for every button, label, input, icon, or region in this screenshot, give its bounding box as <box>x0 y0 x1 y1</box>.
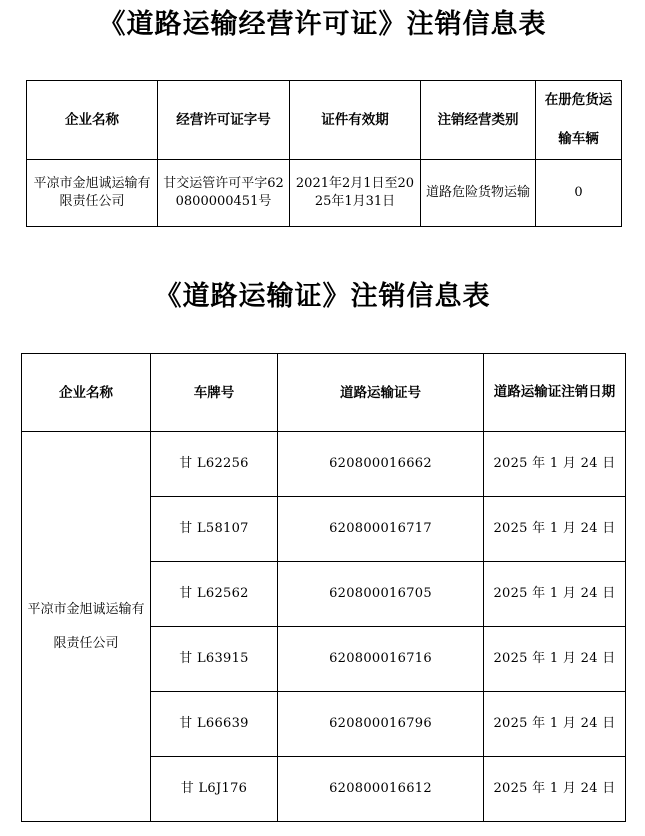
cell-cert-no: 620800016662 <box>278 432 484 497</box>
cell-validity: 2021年2月1日至2025年1月31日 <box>290 160 421 227</box>
table-header-row <box>22 354 626 432</box>
cell-cert-no: 620800016796 <box>278 692 484 757</box>
header-permit-no: 经营许可证字号 <box>158 81 290 160</box>
cell-permit-no: 甘交运管许可平字620800000451号 <box>158 160 290 227</box>
cell-vehicles: 0 <box>536 160 622 227</box>
cell-cert-no: 620800016717 <box>278 497 484 562</box>
cell-cancel-date: 2025 年 1 月 24 日 <box>484 562 626 627</box>
transport-table-title: 《道路运输证》注销信息表 <box>154 281 491 312</box>
cell-category: 道路危险货物运输 <box>421 160 536 227</box>
permit-table-title: 《道路运输经营许可证》注销信息表 <box>98 9 547 40</box>
header-cert-no: 道路运输证号 <box>278 354 484 432</box>
header-validity: 证件有效期 <box>290 81 421 160</box>
cell-cancel-date: 2025 年 1 月 24 日 <box>484 432 626 497</box>
transport-cert-cancellation-table <box>21 353 626 822</box>
header-cancel-date: 道路运输证注销日期 <box>484 354 626 432</box>
header-company: 企业名称 <box>22 354 151 432</box>
cell-cancel-date: 2025 年 1 月 24 日 <box>484 692 626 757</box>
cell-cert-no: 620800016705 <box>278 562 484 627</box>
cell-cancel-date: 2025 年 1 月 24 日 <box>484 627 626 692</box>
table-row <box>27 160 622 227</box>
permit-cancellation-table <box>26 80 622 227</box>
cell-plate: 甘 L58107 <box>151 497 278 562</box>
cell-company: 平凉市金旭诚运输有限责任公司 <box>22 432 151 822</box>
cell-company: 平凉市金旭诚运输有限责任公司 <box>27 160 158 227</box>
cell-plate: 甘 L6J176 <box>151 757 278 822</box>
cell-plate: 甘 L62256 <box>151 432 278 497</box>
cell-plate: 甘 L66639 <box>151 692 278 757</box>
cell-cert-no: 620800016612 <box>278 757 484 822</box>
cell-cancel-date: 2025 年 1 月 24 日 <box>484 497 626 562</box>
table-header-row <box>27 81 622 160</box>
cell-cert-no: 620800016716 <box>278 627 484 692</box>
header-category: 注销经营类别 <box>421 81 536 160</box>
header-plate: 车牌号 <box>151 354 278 432</box>
cell-cancel-date: 2025 年 1 月 24 日 <box>484 757 626 822</box>
table-row <box>22 432 626 497</box>
cell-plate: 甘 L63915 <box>151 627 278 692</box>
header-vehicles: 在册危货运输车辆 <box>536 81 622 160</box>
cell-plate: 甘 L62562 <box>151 562 278 627</box>
header-company: 企业名称 <box>27 81 158 160</box>
